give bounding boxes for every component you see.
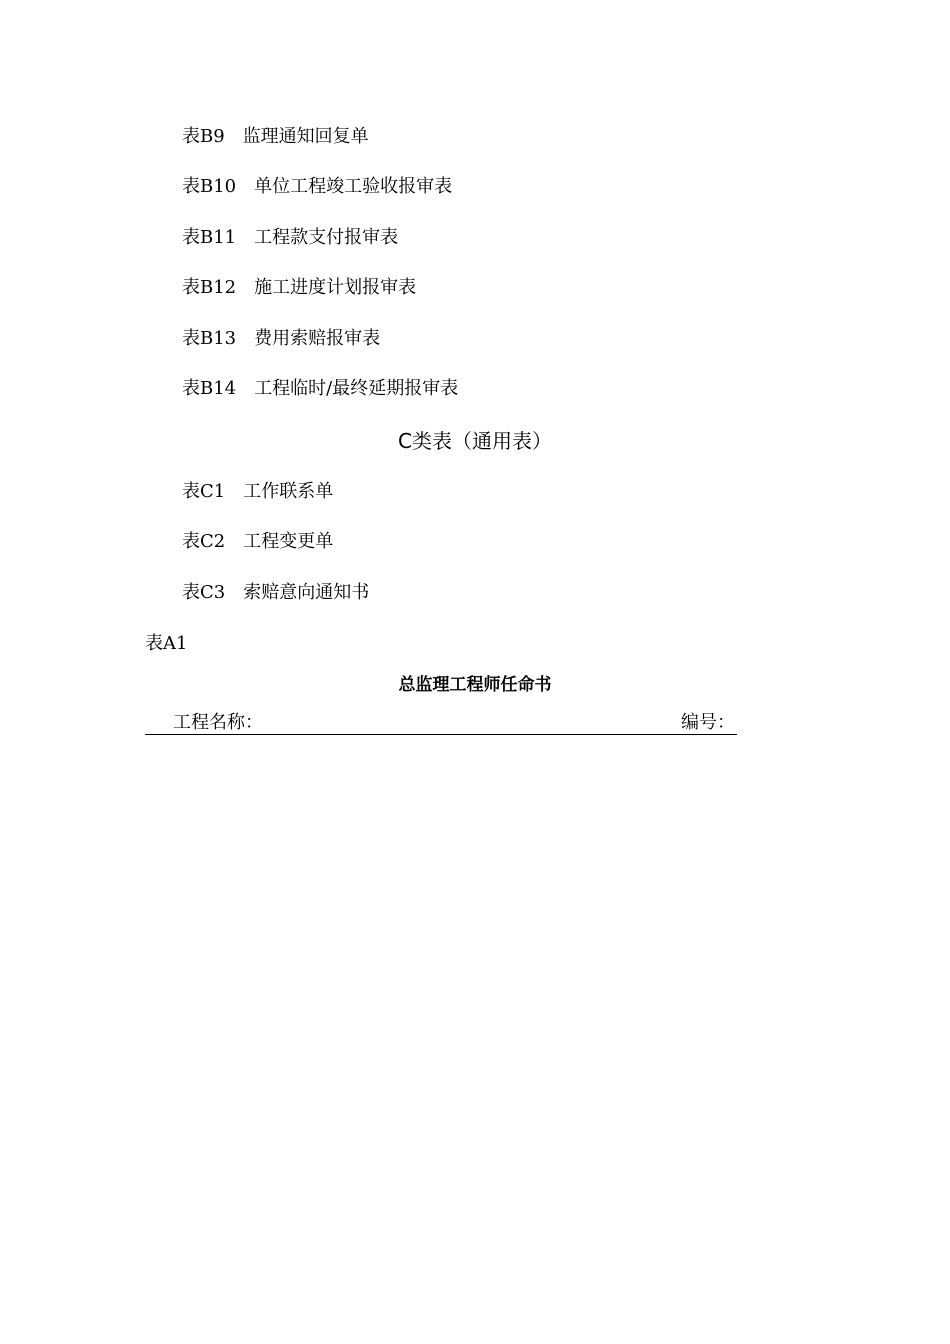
table-code: 表B10: [182, 176, 237, 197]
table-code: 表C2: [182, 531, 226, 552]
list-item-b14: [182, 377, 458, 401]
list-item-b12: [182, 276, 416, 300]
table-code: 表B14: [182, 378, 237, 399]
list-item-b13: [182, 327, 380, 351]
table-title: 工程款支付报审表: [254, 227, 399, 248]
list-item-b10: [182, 175, 452, 199]
list-item-b11: [182, 226, 398, 250]
table-code: 表B11: [182, 227, 237, 248]
list-item-c3: [182, 581, 369, 605]
project-name-label: 工程名称：: [173, 712, 263, 733]
number-label: 编号：: [681, 712, 735, 733]
table-code: 表B9: [182, 126, 225, 147]
table-title: 施工进度计划报审表: [254, 277, 417, 298]
form-title: 总监理工程师任命书: [398, 675, 552, 695]
table-title: 工作联系单: [243, 481, 334, 502]
table-title: 工程临时/最终延期报审表: [254, 378, 459, 399]
form-table-code: 表A1: [145, 633, 188, 654]
table-title: 索赔意向通知书: [243, 582, 370, 603]
list-item-c2: [182, 530, 333, 554]
table-title: 费用索赔报审表: [254, 328, 381, 349]
table-code: 表C1: [182, 481, 226, 502]
table-title: 单位工程竣工验收报审表: [254, 176, 453, 197]
list-item-b9: [182, 125, 369, 149]
section-c-heading: C类表（通用表）: [398, 429, 552, 453]
form-header-line: [145, 712, 737, 735]
table-title: 工程变更单: [243, 531, 334, 552]
list-item-c1: [182, 480, 333, 504]
table-title: 监理通知回复单: [242, 126, 369, 147]
table-code: 表B12: [182, 277, 237, 298]
table-code: 表C3: [182, 582, 226, 603]
table-code: 表B13: [182, 328, 237, 349]
